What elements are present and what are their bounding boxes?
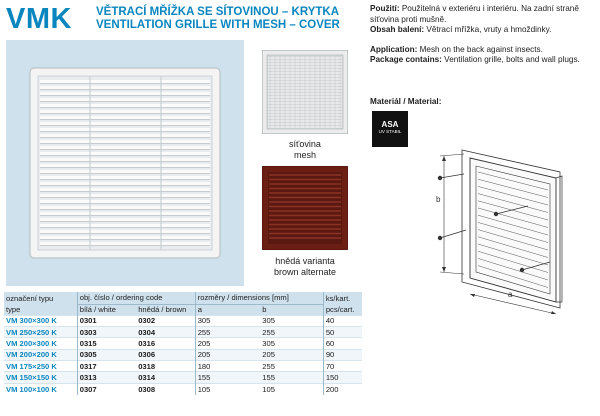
mesh-caption-cz: síťovina bbox=[289, 139, 321, 149]
asa-badge-icon bbox=[372, 111, 408, 147]
cell-a: 255 bbox=[195, 326, 260, 337]
cell-qty: 90 bbox=[323, 349, 362, 360]
cell-qty: 70 bbox=[323, 361, 362, 372]
brown-caption bbox=[250, 256, 360, 278]
product-photo bbox=[6, 40, 244, 286]
cell-qty: 50 bbox=[323, 326, 362, 337]
dimension-b-label: b bbox=[436, 195, 441, 204]
cell-a: 305 bbox=[195, 315, 260, 326]
cell-brown: 0308 bbox=[136, 383, 195, 394]
cell-type: VM 200×300 K bbox=[4, 338, 77, 349]
table-subheader-row bbox=[4, 304, 362, 315]
product-title-cz: VĚTRACÍ MŘÍŽKA SE SÍTOVINOU – KRYTKA bbox=[96, 6, 340, 18]
table-row bbox=[4, 361, 362, 372]
cell-b: 155 bbox=[260, 372, 323, 383]
cell-type: VM 300×300 K bbox=[4, 315, 77, 326]
cell-b: 205 bbox=[260, 349, 323, 360]
cell-white: 0313 bbox=[77, 372, 136, 383]
dimension-a-label: a bbox=[508, 290, 513, 299]
header-b: b bbox=[260, 304, 323, 315]
cell-a: 205 bbox=[195, 338, 260, 349]
cell-a: 105 bbox=[195, 383, 260, 394]
product-info bbox=[370, 4, 596, 66]
table-header-row bbox=[4, 292, 362, 304]
asa-badge-main: ASA bbox=[381, 120, 399, 129]
cell-brown: 0302 bbox=[136, 315, 195, 326]
material-label: Materiál / Material: bbox=[370, 97, 442, 106]
cell-b: 305 bbox=[260, 338, 323, 349]
cell-brown: 0304 bbox=[136, 326, 195, 337]
header-brown: hnědá / brown bbox=[136, 304, 195, 315]
white-grille-image bbox=[6, 40, 244, 286]
cell-brown: 0318 bbox=[136, 361, 195, 372]
table-row bbox=[4, 326, 362, 337]
table-row bbox=[4, 338, 362, 349]
cell-qty: 60 bbox=[323, 338, 362, 349]
brown-variant-image bbox=[262, 166, 348, 250]
product-code: VMK bbox=[6, 3, 72, 35]
cell-qty: 200 bbox=[323, 383, 362, 394]
cell-white: 0317 bbox=[77, 361, 136, 372]
pack-paragraph: Obsah balení: Větrací mřížka, vruty a hmoždinky. bbox=[370, 25, 552, 34]
use-paragraph: Použití: Použitelná v exteriéru i interiéru. Na zadní straně síťovina proti mušně. bbox=[370, 4, 579, 24]
cell-type: VM 200×200 K bbox=[4, 349, 77, 360]
cell-a: 205 bbox=[195, 349, 260, 360]
cell-brown: 0316 bbox=[136, 338, 195, 349]
cell-a: 155 bbox=[195, 372, 260, 383]
header-type-en: type bbox=[4, 304, 77, 315]
application-paragraph: Application: Mesh on the back against insects. bbox=[370, 44, 543, 54]
asa-badge-sub: UV STABIL bbox=[378, 129, 402, 134]
cell-type: VM 100×100 K bbox=[4, 383, 77, 394]
mesh-caption-en: mesh bbox=[293, 150, 316, 160]
cell-a: 180 bbox=[195, 361, 260, 372]
cell-b: 255 bbox=[260, 361, 323, 372]
cell-type: VM 250×250 K bbox=[4, 326, 77, 337]
cell-type: VM 150×150 K bbox=[4, 372, 77, 383]
specification-table bbox=[4, 292, 362, 395]
cell-b: 105 bbox=[260, 383, 323, 394]
cell-brown: 0314 bbox=[136, 372, 195, 383]
header-ordering-code: obj. číslo / ordering code bbox=[77, 292, 195, 304]
table-row bbox=[4, 383, 362, 394]
header-dimensions: rozměry / dimensions [mm] bbox=[195, 292, 323, 304]
cell-qty: 40 bbox=[323, 315, 362, 326]
cell-brown: 0306 bbox=[136, 349, 195, 360]
cell-white: 0303 bbox=[77, 326, 136, 337]
cell-white: 0301 bbox=[77, 315, 136, 326]
table-row bbox=[4, 315, 362, 326]
header-qty: ks/kart. bbox=[323, 292, 362, 304]
cell-white: 0307 bbox=[77, 383, 136, 394]
cell-qty: 150 bbox=[323, 372, 362, 383]
table-row bbox=[4, 349, 362, 360]
product-title-en: VENTILATION GRILLE WITH MESH – COVER bbox=[96, 19, 340, 31]
contains-paragraph: Package contains: Ventilation grille, bolts and wall plugs. bbox=[370, 55, 580, 64]
brown-caption-cz: hnědá varianta bbox=[275, 256, 335, 266]
cell-b: 255 bbox=[260, 326, 323, 337]
cell-white: 0305 bbox=[77, 349, 136, 360]
brown-caption-en: brown alternate bbox=[273, 267, 337, 277]
technical-drawing bbox=[410, 132, 598, 318]
cell-white: 0315 bbox=[77, 338, 136, 349]
header-type: označení typu bbox=[4, 292, 77, 304]
table-row bbox=[4, 372, 362, 383]
header-a: a bbox=[195, 304, 260, 315]
mesh-back-image bbox=[262, 50, 348, 134]
header-qty-en: pcs/cart. bbox=[323, 304, 362, 315]
cell-b: 305 bbox=[260, 315, 323, 326]
cell-type: VM 175×250 K bbox=[4, 361, 77, 372]
product-title bbox=[96, 6, 340, 32]
header-white: bílá / white bbox=[77, 304, 136, 315]
mesh-caption bbox=[262, 139, 348, 161]
